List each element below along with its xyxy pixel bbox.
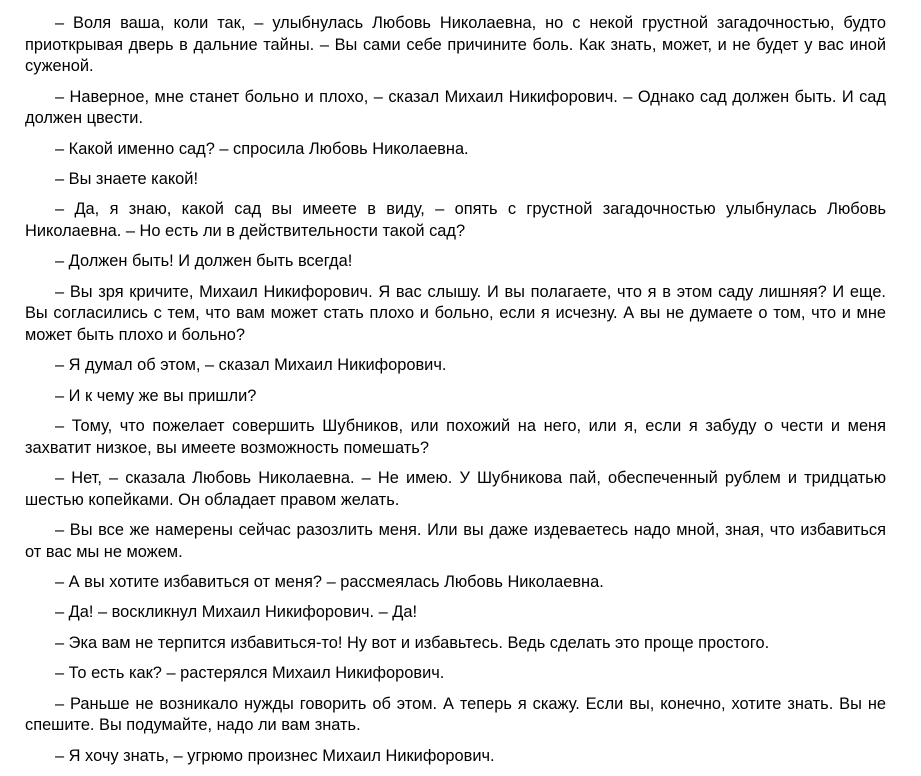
paragraph: – Раньше не возникало нужды говорить об этом. А теперь я скажу. Если вы, конечно, хотите знать. Вы не спешите. Вы подумайте, надо ли вам знать.: [25, 694, 886, 735]
paragraph: – Вы зря кричите, Михаил Никифорович. Я вас слышу. И вы полагаете, что я в этом саду лишняя? И еще. Вы согласились с тем, что вам может стать плохо и больно, если я исчезну. А вы не думаете о том, что и мне может быть плохо и больно?: [25, 282, 886, 344]
paragraph: – Вы знаете какой!: [55, 169, 199, 188]
paragraph: – А вы хотите избавиться от меня? – рассмеялась Любовь Николаевна.: [55, 573, 604, 592]
paragraph: – То есть как? – растерялся Михаил Никифорович.: [55, 664, 445, 683]
paragraph: – Вы все же намерены сейчас разозлить меня. Или вы даже издеваетесь надо мной, зная, что избавиться от вас мы не можем.: [25, 521, 886, 561]
paragraph: – Я хочу знать, – угрюмо произнес Михаил Никифорович.: [55, 746, 495, 765]
paragraph: – Должен быть! И должен быть всегда!: [55, 252, 353, 271]
paragraph: – Воля ваша, коли так, – улыбнулась Любовь Николаевна, но с некой грустной загадочностью, будто приоткрывая дверь в дальние тайны. – Вы сами себе причините боль. Как знать, может, и не будет у вас иной суженой.: [25, 14, 886, 76]
paragraph: – И к чему же вы пришли?: [55, 386, 257, 405]
paragraph: – Тому, что пожелает совершить Шубников, или похожий на него, или я, если я забуду о чести и меня захватит низкое, вы имеете возможность помешать?: [25, 417, 886, 457]
document-page: [25, 13, 886, 776]
paragraph: – Эка вам не терпится избавиться-то! Ну вот и избавьтесь. Ведь сделать это проще простого.: [55, 633, 770, 652]
paragraph: – Наверное, мне станет больно и плохо, – сказал Михаил Никифорович. – Однако сад должен быть. И сад должен цвести.: [25, 87, 886, 128]
paragraph: – Нет, – сказала Любовь Николаевна. – Не имею. У Шубникова пай, обеспеченный рублем и тридцатью шестью копейками. Он обладает правом желать.: [25, 469, 886, 509]
paragraph: – Какой именно сад? – спросила Любовь Николаевна.: [55, 139, 469, 158]
paragraph: – Я думал об этом, – сказал Михаил Никифорович.: [55, 356, 447, 375]
paragraph: – Да, я знаю, какой сад вы имеете в виду, – опять с грустной загадочностью улыбнулась Любовь Николаевна. – Но есть ли в действительности такой сад?: [25, 200, 886, 240]
paragraph: – Да! – воскликнул Михаил Никифорович. – Да!: [55, 603, 418, 622]
